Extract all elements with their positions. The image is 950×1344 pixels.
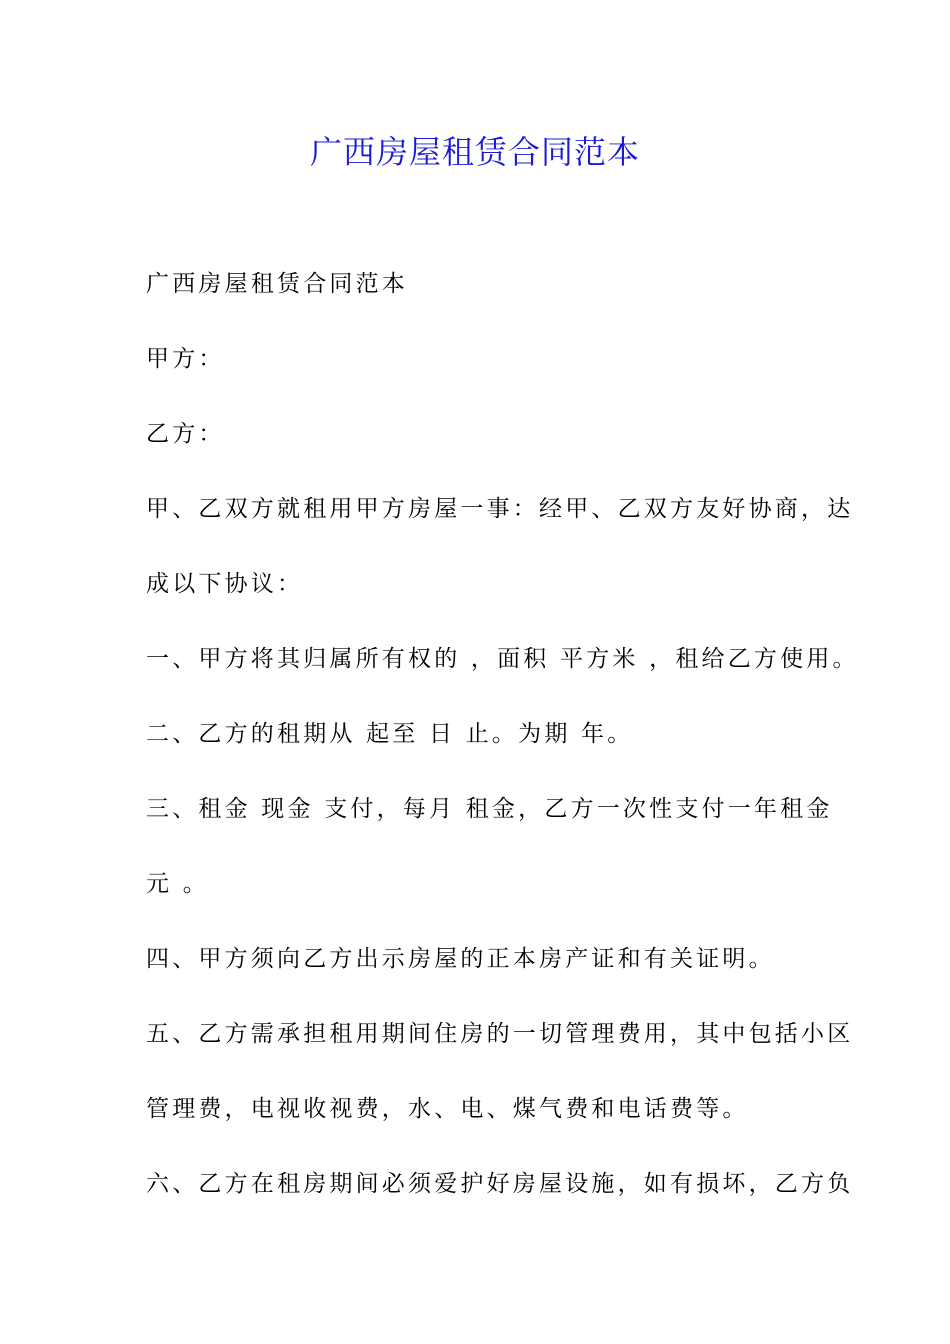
body-line-party-b: 乙方： — [146, 421, 225, 447]
body-line-clause-2: 二、乙方的租期从 起至 日 止。为期 年。 — [146, 721, 634, 747]
body-line-preamble-2: 成以下协议： — [146, 571, 304, 597]
body-line-clause-3: 三、租金 现金 支付，每月 租金，乙方一次性支付一年租金 — [146, 796, 833, 822]
body-line-clause-3-cont: 元 。 — [146, 871, 209, 897]
body-line-subtitle: 广西房屋租赁合同范本 — [146, 271, 408, 297]
body-line-clause-1: 一、甲方将其归属所有权的 ，面积 平方米 ，租给乙方使用。 — [146, 646, 859, 672]
body-line-preamble-1: 甲、乙双方就租用甲方房屋一事：经甲、乙双方友好协商，达 — [146, 496, 854, 522]
body-line-clause-4: 四、甲方须向乙方出示房屋的正本房产证和有关证明。 — [146, 946, 775, 972]
body-line-clause-5: 五、乙方需承担租用期间住房的一切管理费用，其中包括小区 — [146, 1021, 854, 1047]
body-line-clause-5-cont: 管理费，电视收视费，水、电、煤气费和电话费等。 — [146, 1096, 749, 1122]
body-line-party-a: 甲方： — [146, 346, 225, 372]
document-title: 广西房屋租赁合同范本 — [309, 133, 640, 171]
body-line-clause-6: 六、乙方在租房期间必须爱护好房屋设施，如有损坏，乙方负 — [146, 1171, 854, 1197]
